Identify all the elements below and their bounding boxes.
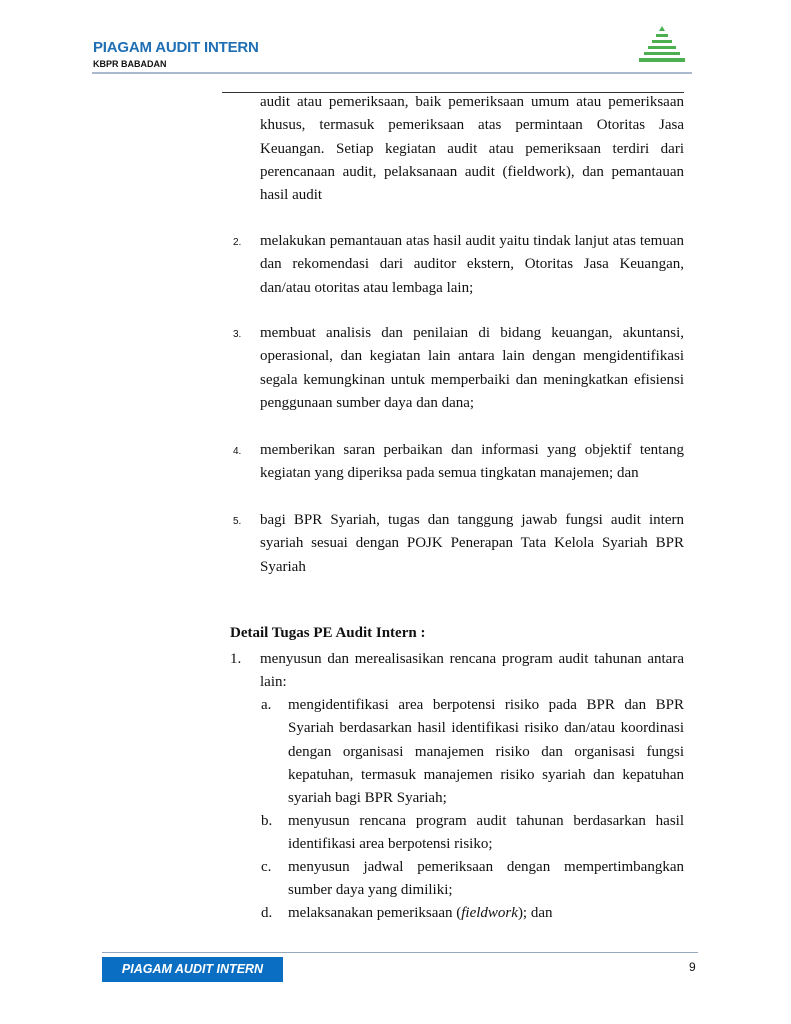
- footer-divider: [102, 952, 698, 953]
- sub-item-label: d.: [261, 905, 273, 921]
- header-title: PIAGAM AUDIT INTERN: [93, 39, 259, 56]
- item-number: 5.: [233, 516, 242, 527]
- list-item: menyusun dan merealisasikan rencana program audit tahunan antara lain:: [260, 651, 684, 691]
- sub-item: mengidentifikasi area berpotensi risiko pada BPR dan BPR Syariah berdasarkan hasil identifikasi risiko dan/atau koordinasi dengan organisasi manajemen risiko dan organisasi fungsi kepatuhan, termasuk manajemen risiko syariah dan kepatuhan syariah bagi BPR Syariah;: [288, 697, 684, 807]
- paragraph-continuation: audit atau pemeriksaan, baik pemeriksaan umum atau pemeriksaan khusus, termasuk pemeriksaan atas permintaan Otoritas Jasa Keuangan. Setiap kegiatan audit atau pemeriksaan terdiri dari perencanaan audit, pelaksanaan audit (fieldwork), dan pemantauan hasil audit: [260, 94, 684, 204]
- sub-item-label: b.: [261, 813, 273, 829]
- list-item: memberikan saran perbaikan dan informasi yang objektif tentang kegiatan yang diperiksa pada semua tingkatan manajemen; dan: [260, 442, 684, 482]
- list-item: melakukan pemantauan atas hasil audit yaitu tindak lanjut atas temuan dan rekomendasi dari auditor ekstern, Otoritas Jasa Keuangan, dan/atau otoritas atau lembaga lain;: [260, 233, 684, 296]
- list-item: membuat analisis dan penilaian di bidang keuangan, akuntansi, operasional, dan kegiatan lain antara lain dengan mengidentifikasi segala kemungkinan untuk memperbaiki dan meningkatkan efisiensi penggunaan sumber daya dan dana;: [260, 325, 684, 411]
- sub-item: menyusun rencana program audit tahunan berdasarkan hasil identifikasi area berpotensi risiko;: [288, 813, 684, 853]
- footer-label: PIAGAM AUDIT INTERN: [102, 957, 283, 982]
- section-heading: Detail Tugas PE Audit Intern :: [230, 625, 426, 641]
- sub-item: menyusun jadwal pemeriksaan dengan mempertimbangkan sumber daya yang dimiliki;: [288, 859, 684, 899]
- sub-item-text: melaksanakan pemeriksaan (: [288, 905, 462, 921]
- sub-item-label: a.: [261, 697, 272, 713]
- item-number: 4.: [233, 446, 242, 457]
- emphasis-text: fieldwork: [461, 905, 518, 921]
- item-number: 3.: [233, 329, 242, 340]
- item-number: 1.: [230, 651, 242, 667]
- header-divider: [92, 72, 692, 74]
- page-number: 9: [689, 960, 696, 974]
- sub-item-text: ); dan: [517, 905, 553, 921]
- pyramid-logo-icon: [636, 26, 688, 64]
- sub-item-label: c.: [261, 859, 272, 875]
- item-number: 2.: [233, 237, 242, 248]
- header-subtitle: KBPR BABADAN: [93, 59, 167, 69]
- sub-item: [288, 902, 684, 925]
- list-item: bagi BPR Syariah, tugas dan tanggung jawab fungsi audit intern syariah sesuai dengan POJK Penerapan Tata Kelola Syariah BPR Syariah: [260, 512, 684, 575]
